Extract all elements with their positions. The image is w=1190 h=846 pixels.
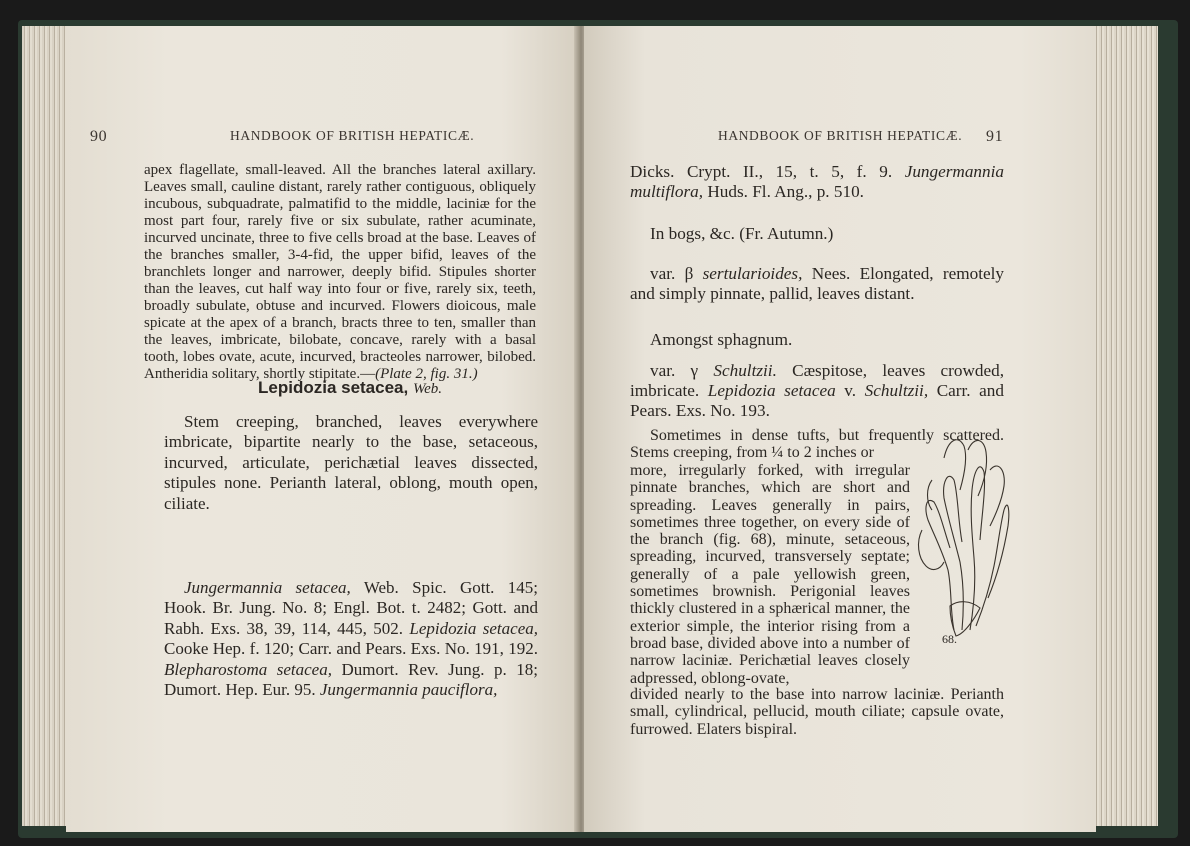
left-running-head: HANDBOOK OF BRITISH HEPATICÆ.	[230, 128, 475, 143]
right-synonym-continued	[630, 162, 1004, 202]
synonym-refs: Web. Spic. Gott. 145; Hook. Br. Jung. No. 8; Engl. Bot. t. 2482; Gott. and Rabh. Exs. 38, 39, 114, 445, 502.	[164, 578, 538, 638]
left-para-synonyms	[164, 578, 538, 700]
synonym-name: Jungermannia setacea,	[184, 578, 351, 597]
description-wrapped	[630, 462, 910, 687]
description-text: divided nearly to the base into narrow laciniæ. Perianth small, cylindrical, pellucid, mouth ciliate; capsule ovate, furrowed. Elaters bispiral.	[630, 686, 1004, 738]
species-author: Web.	[412, 381, 442, 397]
figure-68-illustration	[914, 430, 1010, 640]
synonym-name: Schultzii,	[856, 381, 929, 401]
left-para-description	[144, 162, 536, 383]
page-edges-right	[1094, 26, 1158, 826]
synonym-refs: Dicks. Crypt. II., 15, t. 5, f. 9.	[630, 162, 893, 181]
synonym-refs: Huds. Fl. Ang., p. 510.	[703, 182, 864, 202]
right-running-head: HANDBOOK OF BRITISH HEPATICÆ.	[718, 128, 963, 143]
synonym-name: Jungermannia	[892, 162, 1004, 181]
left-page-number: 90	[90, 128, 108, 145]
habitat-line: In bogs, &c. (Fr. Autumn.)	[650, 224, 834, 243]
species-heading	[258, 378, 442, 398]
variety-text: Nees. Elongated, remotely and simply pinnate, pallid, leaves distant.	[630, 264, 1004, 304]
variety-beta	[630, 264, 1004, 304]
variety-name: sertularioides,	[693, 264, 803, 283]
synonym-name: Lepidozia setacea	[699, 381, 836, 401]
plate-reference: (Plate 2, fig. 31.)	[375, 366, 478, 382]
page-edges-left	[22, 26, 70, 826]
figure-number: 68.	[942, 632, 957, 646]
synonym-refs: Dumort. Rev. Jung. p. 18; Dumort. Hep. Eur. 95.	[164, 659, 538, 700]
synonym-refs: Cooke Hep. f. 120; Carr. and Pears. Exs. No. 191, 192.	[164, 639, 538, 659]
description-end	[630, 686, 1004, 738]
species-description: Stem creeping, branched, leaves everywhere imbricate, bipartite nearly to the base, setaceous, incurved, articulate, perichætial leaves dissected, stipules none. Perianth lateral, oblong, mouth open, ciliate.	[164, 412, 538, 513]
synonym-name: Jungermannia pauciflora,	[319, 680, 498, 700]
variety-label: var. β	[650, 264, 694, 283]
species-name: Lepidozia setacea,	[258, 378, 409, 397]
variety-label: var. γ	[650, 361, 699, 380]
description-text: more, irregularly forked, with irregular pinnate branches, which are short and spreading. Leaves generally in pairs, sometimes three together, on every side of the branch (fig. 68), minute, setaceous, spreading, incurved, transversely septate; generally of a pale yellowish green, sometimes brownish. Perigonial leaves thickly clustered in a sphærical manner, the exterior simple, the interior rising from a broad base, divided above into a number of narrow laciniæ. Perichætial leaves closely adpressed, oblong-ovate,	[630, 462, 910, 687]
left-para-species	[164, 412, 538, 514]
synonym-name: Lepidozia setacea,	[409, 618, 538, 638]
synonym-refs: Carr. and Pears. Exs. No. 193.	[630, 381, 1004, 421]
right-page-number: 91	[986, 128, 1004, 145]
variety-gamma	[630, 361, 1004, 422]
synonym-refs: v.	[835, 381, 857, 401]
synonym-name: multiflora,	[630, 182, 704, 202]
synonym-name: Blepharostoma setacea,	[164, 659, 332, 679]
variety-text: Cæspitose, leaves crowded, imbricate.	[630, 361, 1005, 401]
description-text: apex flagellate, small-leaved. All the branches lateral axillary. Leaves small, cauline distant, rarely rather contiguous, obliquely incubous, subquadrate, palmatifid to the middle, laciniæ for the most part four, rarely five or six subulate, rather acuminate, incurved uncinate, three to five cells broad at the base. Leaves of the branches smaller, 3-4-fid, the upper bifid, leaves of the branchlets longer and narrower, deeply bifid. Stipules shorter than the leaves, cut half way into four or five, rarely six, teeth, broadly subulate, obtuse and incurved. Flowers dioicous, male spicate at the apex of a branch, bracts three to ten, smaller than the leaves, imbricate, bilobate, concave, rarely with a basal tooth, lobes ovate, acute, incurved, bracteoles narrower, bilobed. Antheridia solitary, shortly stipitate.—	[144, 162, 536, 382]
variety-beta-habitat: Amongst sphagnum.	[650, 330, 793, 349]
description-text: Sometimes in dense tufts, but frequently scattered. Stems creeping, from ¼ to 2 inches or	[630, 427, 1004, 462]
variety-name: Schultzii.	[698, 361, 777, 380]
